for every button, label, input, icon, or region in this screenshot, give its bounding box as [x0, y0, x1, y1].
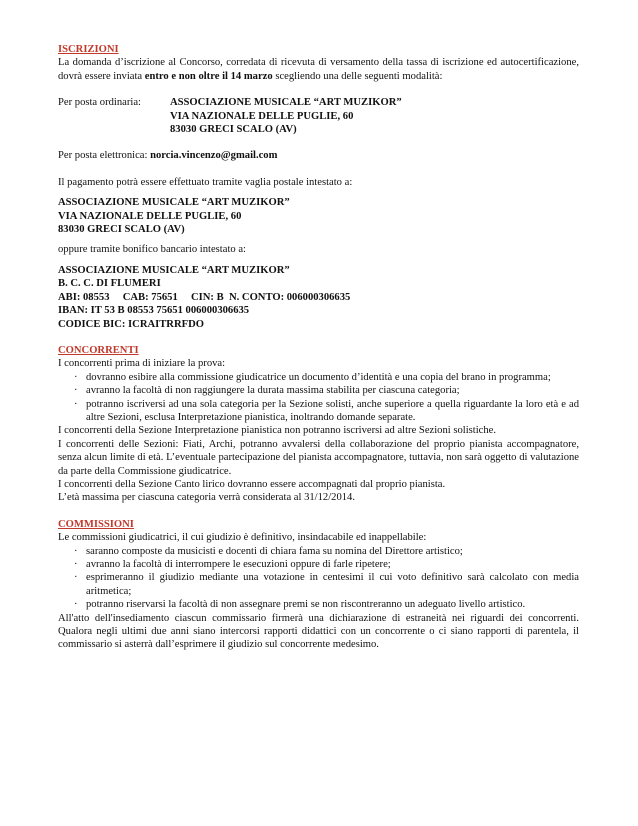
iscrizioni-intro	[58, 56, 579, 83]
bullet-icon: ·	[74, 572, 78, 584]
bank-line: CODICE BIC: ICRAITRRFDO	[58, 318, 204, 330]
address-line: ASSOCIAZIONE MUSICALE “ART MUZIKOR”	[58, 197, 290, 209]
bullet-icon: ·	[74, 385, 78, 397]
list-item-text: dovranno esibire alla commissione giudicatrice un documento d’identità e una copia del brano in programma;	[86, 371, 551, 383]
section-heading-concorrenti: CONCORRENTI	[58, 344, 139, 356]
address-line: ASSOCIAZIONE MUSICALE “ART MUZIKOR”	[170, 97, 402, 109]
document-page	[58, 43, 579, 652]
address-line: 83030 GRECI SCALO (AV)	[170, 124, 297, 136]
list-item	[58, 598, 579, 611]
section-heading-commissioni: COMMISSIONI	[58, 518, 134, 530]
bullet-icon: ·	[74, 371, 78, 383]
concorrenti-intro: I concorrenti prima di iniziare la prova:	[58, 358, 226, 370]
iscrizioni-deadline: entro e non oltre il 14 marzo	[144, 70, 273, 82]
bank-line: B. C. C. DI FLUMERI	[58, 278, 161, 290]
bullet-icon: ·	[74, 545, 78, 557]
section-heading-iscrizioni: ISCRIZIONI	[58, 44, 119, 55]
list-item-text: avranno la facoltà di non raggiungere la durata massima stabilita per ciascuna categoria;	[86, 385, 460, 397]
list-item-text: esprimeranno il giudizio mediante una votazione in centesimi il cui voto definitivo sarà calcolato con media aritmetica;	[86, 572, 579, 597]
list-item	[58, 398, 579, 425]
posta-elettronica-label: Per posta elettronica:	[58, 150, 151, 162]
iscrizioni-intro-text: La domanda d’iscrizione al Concorso, corredata di ricevuta di versamento della tassa di iscrizione ed autocertificazione, dovrà essere inviata	[58, 57, 579, 82]
concorrenti-paragraph: I concorrenti delle Sezioni: Fiati, Archi, potranno avvalersi della collaborazione del proprio pianista accompagnatore, senza alcun limite di età. L’eventuale partecipazione del pianista accompagnatore, tuttavia, non sarà oggetto di valutazione da parte della Commissione giudicatrice.	[58, 438, 579, 477]
list-item	[58, 545, 579, 558]
posta-ordinaria-label: Per posta ordinaria:	[58, 97, 141, 109]
bank-line: ABI: 08553 CAB: 75651 CIN: B N. CONTO: 006000306635	[58, 291, 351, 303]
list-item-text: potranno riservarsi la facoltà di non assegnare premi se non riscontreranno un adeguato livello artistico.	[86, 599, 526, 611]
concorrenti-list	[58, 371, 579, 425]
concorrenti-paragraph: I concorrenti della Sezione Canto lirico dovranno essere accompagnati dal proprio pianista.	[58, 478, 446, 490]
posta-ordinaria-address	[170, 96, 402, 136]
concorrenti-paragraph: I concorrenti della Sezione Interpretazione pianistica non potranno iscriversi ad altre Sezioni solistiche.	[58, 425, 497, 437]
list-item	[58, 384, 579, 397]
posta-ordinaria-block	[58, 96, 579, 136]
bullet-icon: ·	[74, 398, 78, 410]
commissioni-paragraph: All'atto dell'insediamento ciascun commissario firmerà una dichiarazione di estraneità nei riguardi dei concorrenti. Qualora negli ultimi due anni siano intercorsi rapporti didattici con un concorrente o ci siano rapporti di parentela, il commissario si asterrà dall’esprimere il giudizio sul concorrente medesimo.	[58, 612, 579, 651]
address-line: VIA NAZIONALE DELLE PUGLIE, 60	[58, 210, 242, 222]
bank-details	[58, 264, 579, 331]
posta-elettronica-line	[58, 149, 579, 162]
commissioni-list	[58, 545, 579, 612]
list-item	[58, 571, 579, 598]
list-item-text: saranno composte da musicisti e docenti di chiara fama su nomina del Direttore artistico;	[86, 545, 463, 557]
list-item	[58, 371, 579, 384]
address-line: VIA NAZIONALE DELLE PUGLIE, 60	[170, 110, 354, 122]
email-address[interactable]: norcia.vincenzo@gmail.com	[150, 150, 278, 162]
bonifico-text: oppure tramite bonifico bancario intestato a:	[58, 244, 246, 256]
bank-line: ASSOCIAZIONE MUSICALE “ART MUZIKOR”	[58, 264, 290, 276]
iscrizioni-intro-text-end: scegliendo una delle seguenti modalità:	[272, 70, 443, 82]
bank-line: IBAN: IT 53 B 08553 75651 006000306635	[58, 305, 250, 317]
list-item-text: potranno iscriversi ad una sola categoria per la Sezione solisti, anche superiore a quella riguardante la loro età e ad altre Sezioni, esclusa Interpretazione pianistica, inoltrando domande separate.	[86, 398, 579, 423]
concorrenti-paragraph: L’età massima per ciascuna categoria verrà considerata al 31/12/2014.	[58, 492, 355, 504]
commissioni-intro: Le commissioni giudicatrici, il cui giudizio è definitivo, insindacabile ed inappellabile:	[58, 532, 427, 544]
bullet-icon: ·	[74, 599, 78, 611]
address-line: 83030 GRECI SCALO (AV)	[58, 224, 185, 236]
list-item	[58, 558, 579, 571]
list-item-text: avranno la facoltà di interrompere le esecuzioni oppure di farle ripetere;	[86, 559, 391, 570]
bullet-icon: ·	[74, 559, 78, 570]
payment-text: Il pagamento potrà essere effettuato tramite vaglia postale intestato a:	[58, 176, 353, 188]
payment-address	[58, 196, 579, 236]
